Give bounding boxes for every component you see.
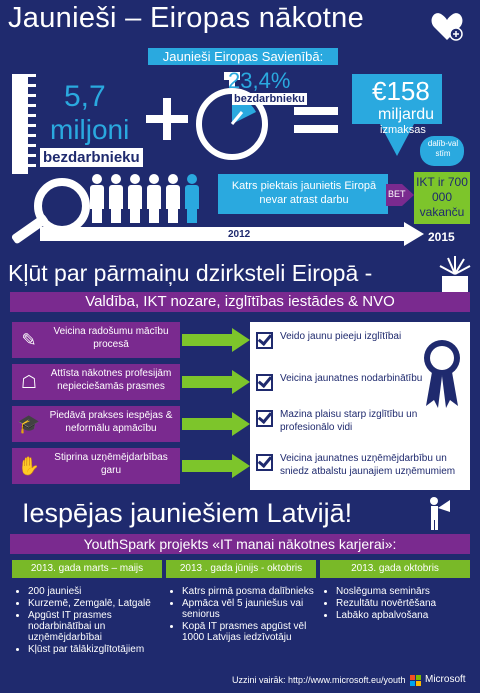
heart-plus-icon bbox=[430, 10, 464, 42]
outcome-text: Veicina jaunatnes uzņēmējdarbību un sniedz atbalstu jaunajiem uzņēmumiem bbox=[280, 453, 456, 477]
microsoft-logo-icon bbox=[410, 674, 422, 686]
equals-icon bbox=[292, 104, 340, 136]
action-icon: 🎓 bbox=[17, 414, 41, 434]
action-text: Piedāvā prakses iespējas & neformālu apmācību bbox=[49, 410, 173, 434]
page-title: Jaunieši – Eiropas nākotne bbox=[8, 2, 365, 34]
action-item bbox=[12, 364, 180, 400]
phase-list bbox=[16, 586, 168, 656]
action-icon: ☖ bbox=[20, 372, 38, 392]
person-icon bbox=[90, 174, 104, 223]
phase-item: • 200 jaunieši bbox=[28, 586, 168, 597]
phase-item: • Kopā IT prasmes apgūst vēl 1000 Latvijas iedzīvotāju bbox=[182, 621, 322, 643]
action-text: Stiprina uzņēmējdarbības garu bbox=[54, 452, 168, 476]
outcome-item bbox=[256, 408, 426, 433]
cost-note: dalīb-valstīm bbox=[427, 139, 459, 158]
phase-item: • Katrs pirmā posma dalībnieks bbox=[182, 586, 322, 597]
action-icon: ✎ bbox=[21, 330, 37, 350]
phase-label: 2013 . gada jūnijs - oktobris bbox=[166, 560, 316, 578]
action-text: Attīsta nākotnes profesijām nepieciešamās prasmes bbox=[50, 368, 172, 392]
statement-text: Katrs piektais jaunietis Eiropā nevar atrast darbu bbox=[231, 180, 377, 206]
person-icon bbox=[185, 174, 199, 223]
phase-item: • Labāko apbalvošana bbox=[336, 610, 476, 621]
phase-label: 2013. gada marts – maijs bbox=[12, 560, 162, 578]
person-icon bbox=[147, 174, 161, 223]
more-info-link[interactable]: Uzzini vairāk: http://www.microsoft.eu/youth bbox=[232, 675, 406, 685]
ruler-graphic bbox=[12, 74, 28, 174]
project-banner: YouthSpark projekts «IT manai nākotnes karjerai»: bbox=[10, 534, 470, 554]
megaphone-person-icon bbox=[424, 496, 454, 530]
timeline-bar bbox=[40, 227, 406, 241]
checkbox-icon bbox=[256, 332, 273, 349]
outcome-item bbox=[256, 372, 426, 390]
outcome-item bbox=[256, 452, 456, 477]
cost-label: izmaksas bbox=[380, 124, 426, 136]
ict-text: IKT ir 700 000 vakanču bbox=[416, 175, 468, 219]
millions-value: 5,7 bbox=[64, 80, 106, 113]
brand-name: Microsoft bbox=[425, 674, 466, 685]
checkbox-icon bbox=[256, 454, 273, 471]
phase-item: • Noslēguma seminārs bbox=[336, 586, 476, 597]
action-text: Veicina radošumu mācību procesā bbox=[53, 326, 169, 350]
outcome-item bbox=[256, 330, 426, 348]
action-item bbox=[12, 406, 180, 442]
phase-label: 2013. gada oktobris bbox=[320, 560, 470, 578]
phase-item: • Kurzemē, Zemgalē, Latgalē bbox=[28, 598, 168, 609]
action-item bbox=[12, 448, 180, 484]
action-icon: ✋ bbox=[17, 456, 41, 476]
cost-unit: miljardu bbox=[378, 106, 435, 123]
year-start: 2012 bbox=[228, 229, 251, 240]
phase-item: • Apmāca vēl 5 jauniešus vai seniorus bbox=[182, 598, 322, 620]
person-icon bbox=[109, 174, 123, 223]
green-arrow-icon bbox=[182, 412, 250, 436]
people-row bbox=[90, 170, 210, 222]
phase-item: • Rezultātu novērtēšana bbox=[336, 598, 476, 609]
latvia-heading: Iespējas jauniešiem Latvijā! bbox=[22, 498, 353, 528]
millions-unit: miljoni bbox=[50, 114, 130, 145]
sparkle-box-icon bbox=[434, 254, 474, 294]
action-item bbox=[12, 322, 180, 358]
outcome-text: Mazina plaisu starp izglītību un profesionālo vidi bbox=[280, 409, 418, 433]
phase-item: • Kļūst par tālākizglītotājiem bbox=[28, 644, 168, 655]
timeline-arrow bbox=[404, 222, 424, 246]
green-arrow-icon bbox=[182, 328, 250, 352]
green-arrow-icon bbox=[182, 454, 250, 478]
plus-icon bbox=[144, 96, 190, 142]
green-arrow-icon bbox=[182, 370, 250, 394]
outcome-text: Veido jaunu pieeju izglītībai bbox=[280, 331, 402, 342]
subtitle-banner: Jaunieši Eiropas Savienībā: bbox=[148, 48, 338, 65]
ruler-ticks bbox=[28, 74, 36, 174]
year-end: 2015 bbox=[428, 230, 455, 244]
phase-item: • Apgūst IT prasmes nodarbinātībai un uzņēmējdarbībai bbox=[28, 610, 168, 643]
phase-list bbox=[170, 586, 322, 644]
but-label: BET bbox=[388, 189, 406, 199]
partners-banner: Valdība, IKT nozare, izglītības iestādes & NVO bbox=[10, 292, 470, 312]
checkbox-icon bbox=[256, 410, 273, 427]
cost-value: €158 bbox=[372, 76, 430, 106]
outcome-text: Veicina jaunatnes nodarbinātību bbox=[280, 373, 423, 384]
percent-label: bezdarbnieku bbox=[234, 93, 305, 105]
spark-heading: Kļūt par pārmaiņu dzirksteli Eiropā - bbox=[8, 260, 373, 286]
phase-list bbox=[324, 586, 476, 622]
person-icon bbox=[128, 174, 142, 223]
percent-value: 23,4% bbox=[228, 68, 291, 93]
millions-label: bezdarbnieku bbox=[40, 148, 143, 167]
checkbox-icon bbox=[256, 374, 273, 391]
person-icon bbox=[166, 174, 180, 223]
